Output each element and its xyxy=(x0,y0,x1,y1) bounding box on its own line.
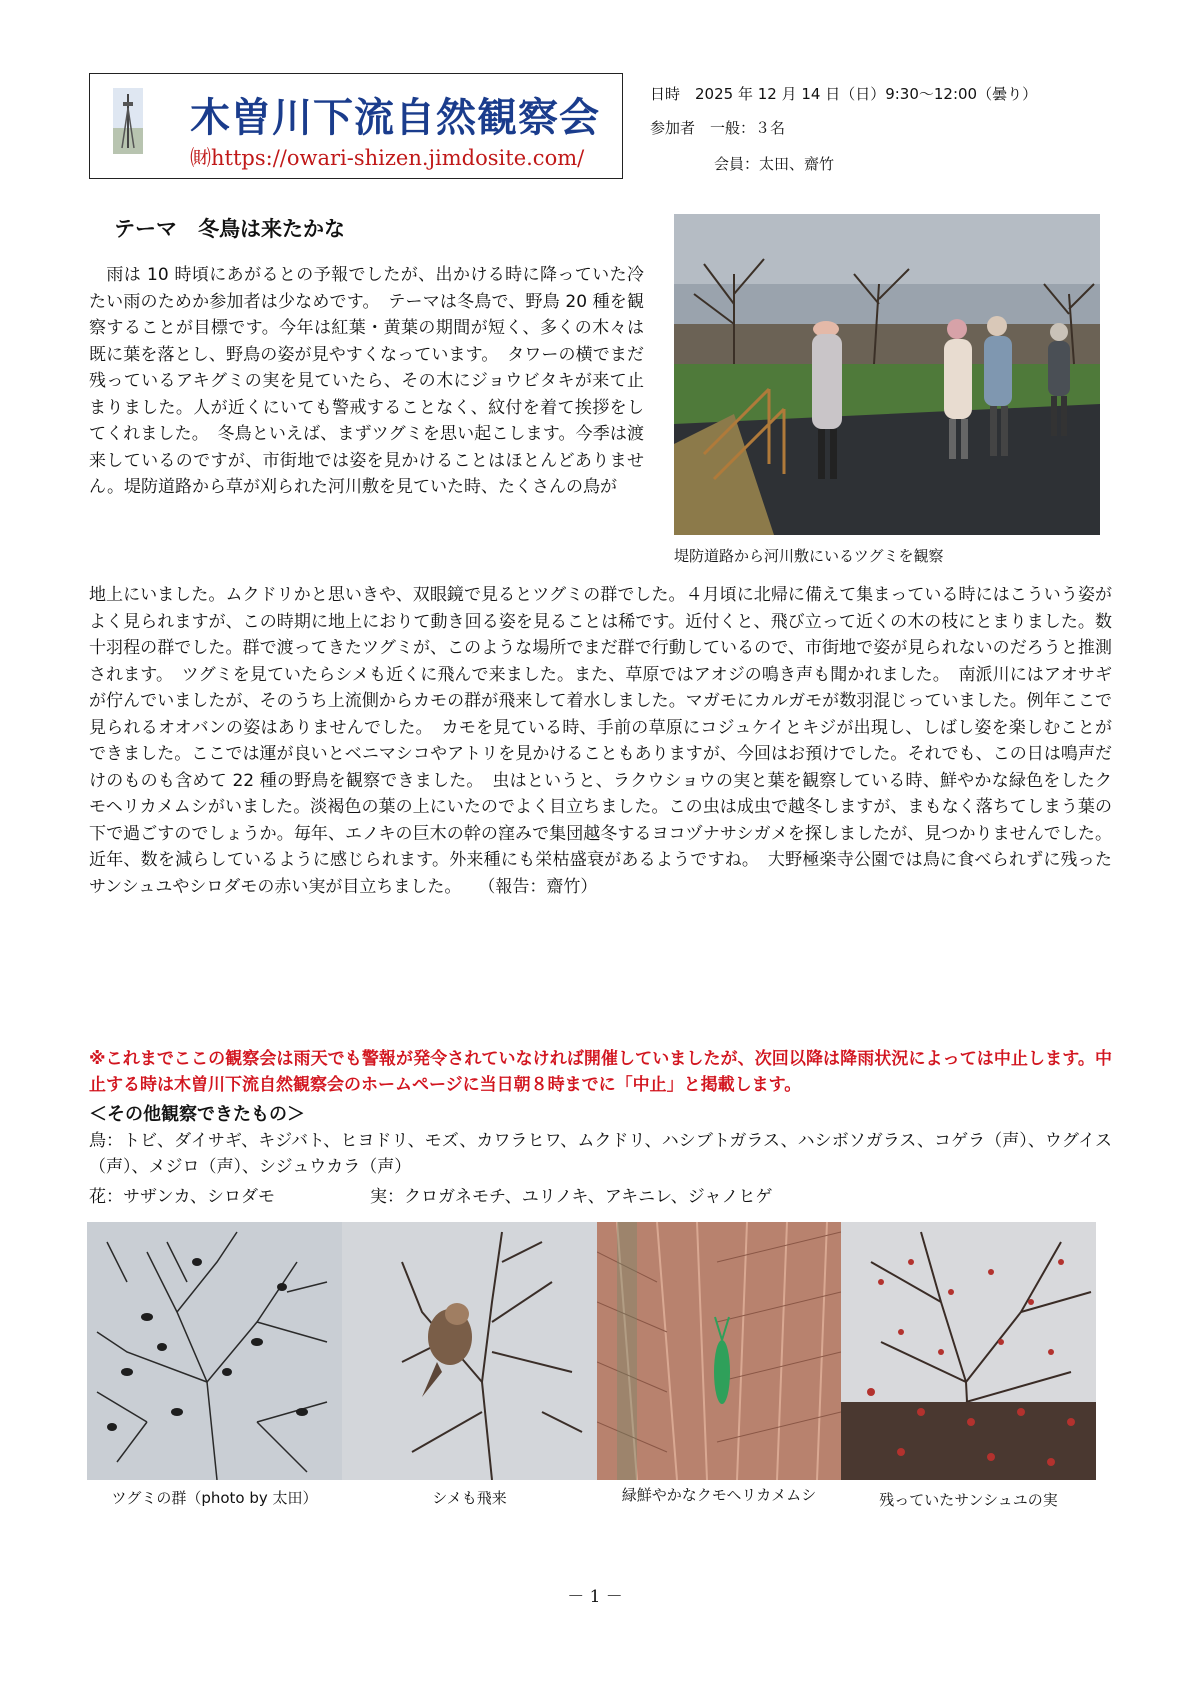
page-number: － 1 － xyxy=(567,1587,623,1607)
tower-logo-icon xyxy=(113,88,143,154)
photo-shime xyxy=(342,1222,597,1480)
other-birds-list: 鳥：トビ、ダイサギ、キジバト、ヒヨドリ、モズ、カワラヒワ、ムクドリ、ハシブトガラス、ハシボソガラス、コゲラ（声）、ウグイス（声）、メジロ（声）、シジュウカラ（声） xyxy=(89,1131,1112,1177)
report-text-main: 地上にいました。ムクドリかと思いきや、双眼鏡で見るとツグミの群でした。４月頃に北帰に備えて集まっている時にはこういう姿がよく見られますが、この時期に地上におりて動き回る姿を見ることは稀です。近付くと、飛び立って近くの木の枝にとまりました。数十羽程の群でした。群で渡ってきたツグミが、このような場所でまだ群で行動しているので、市街地で姿が見られないのだろうと推測されます。 ツグミを見ていたらシメも近くに飛んで来ました。また、草原ではアオジの鳴き声も聞かれました。 南派川にはアオサギが佇んでいましたが、そのうち上流側からカモの群が飛来して着水しました。マガモにカルガモが数羽混じっていました。例年ここで見られるオオバンの姿はありませんでした。 カモを見ている時、手前の草原にコジュケイとキジが出現し、しばし姿を楽しむことができました。ここでは運が良いとベニマシコやアトリを見かけることもありますが、今回はお預けでした。それでも、この日は鳴声だけのものも含めて 22 種の野鳥を観察できました。 虫はというと、ラクウショウの実と葉を観察している時、鮮やかな緑色をしたクモヘリカメムシがいました。淡褐色の葉の上にいたのでよく目立ちました。この虫は成虫で越冬しますが、まもなく落ちてしまう葉の下で過ごすのでしょうか。毎年、エノキの巨木の幹の窪みで集団越冬するヨコヅナサシガメを探しましたが、見つかりませんでした。近年、数を減らしているように感じられます。外来種にも栄枯盛衰があるようですね。 大野極楽寺公園では鳥に食べられずに残ったサンシュユやシロダモの赤い実が目立ちました。 （報告：齋竹） xyxy=(89,585,1112,897)
cancellation-notice: ※これまでここの観察会は雨天でも警報が発令されていなければ開催していましたが、次回以降は降雨状況によっては中止します。中止する時は木曽川下流自然観察会のホームページに当日朝８時までに「中止」と掲載します。 xyxy=(89,1049,1112,1095)
caption-tsugumi: ツグミの群（photo by 太田） xyxy=(111,1489,318,1507)
fruits-list: 実：クロガネモチ、ユリノキ、アキニレ、ジャノヒゲ xyxy=(369,1187,773,1207)
members: 会員：太田、齋竹 xyxy=(714,155,835,173)
theme-heading: テーマ 冬鳥は来たかな xyxy=(114,217,345,241)
report-text-top: 雨は 10 時頃にあがるとの予報でしたが、出かける時に降っていた冷たい雨のためか参加者は少なめです。 テーマは冬鳥で、野鳥 20 種を観察することが目標です。今年は紅葉・黄葉の期間が短く、多くの木々は既に葉を落とし、野鳥の姿が見やすくなっています。 タワーの横でまだ残っているアキグミの実を見ていたら、その木にジョウビタキが来て止まりました。人が近くにいても警戒することなく、紋付を着て挨拶をしてくれました。 冬鳥といえば、まずツグミを思い起こします。今季は渡来しているのですが、市街地では姿を見かけることはほとんどありません。堤防道路から草が刈られた河川敷を見ていた時、たくさんの鳥が xyxy=(89,265,644,497)
participants: 参加者 一般：３名 xyxy=(650,119,786,137)
photo-kumoheri-kamemushi xyxy=(597,1222,841,1480)
main-photo-caption: 堤防道路から河川敷にいるツグミを観察 xyxy=(674,547,944,565)
caption-shime: シメも飛来 xyxy=(432,1489,507,1507)
photo-tsugumi-flock xyxy=(87,1222,342,1480)
flowers-list: 花：サザンカ、シロダモ xyxy=(89,1187,275,1207)
org-name: 木曽川下流自然観察会 xyxy=(190,95,600,141)
main-photo-observation xyxy=(674,214,1100,535)
caption-sanshuyu: 残っていたサンシュユの実 xyxy=(879,1491,1058,1509)
others-heading: ＜その他観察できたもの＞ xyxy=(89,1104,305,1125)
flowers-fruits-row xyxy=(89,1182,772,1207)
event-date: 日時 2025 年 12 月 14 日（日）9:30～12:00（曇り） xyxy=(650,85,1038,103)
org-url-link[interactable]: ㈶https://owari-shizen.jimdosite.com/ xyxy=(190,146,585,170)
caption-kamemushi: 緑鮮やかなクモヘリカメムシ xyxy=(621,1486,817,1504)
photo-sanshuyu-fruits xyxy=(841,1222,1096,1480)
